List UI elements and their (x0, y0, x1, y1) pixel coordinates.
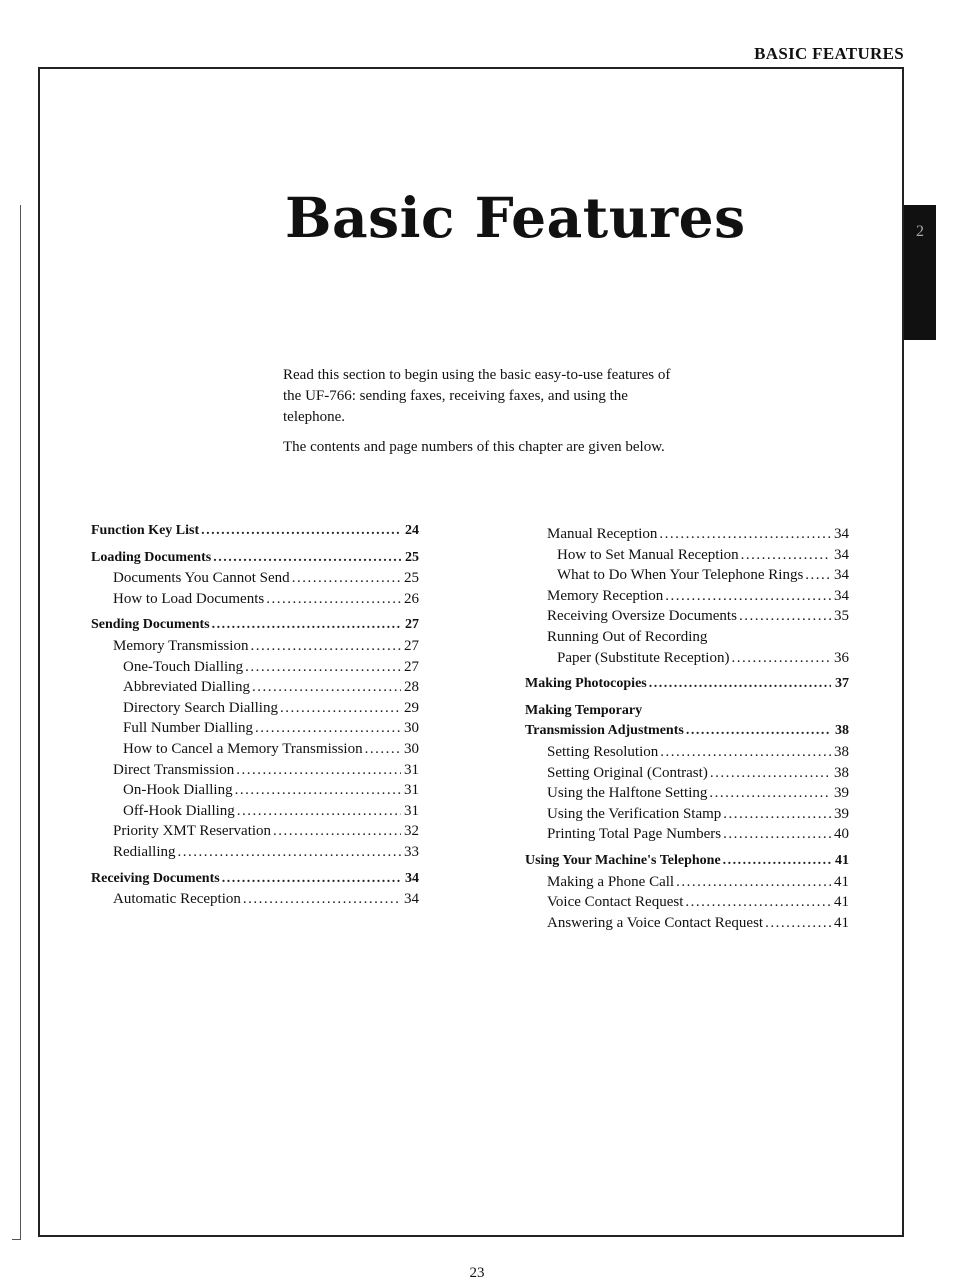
toc-leader-dots (731, 650, 831, 667)
toc-leader-dots (659, 526, 831, 543)
toc-leader-dots (273, 823, 401, 840)
toc-entry (525, 853, 849, 874)
toc-entry (525, 629, 849, 650)
toc-leader-dots (236, 762, 401, 779)
toc-entry-page: 26 (404, 590, 419, 607)
toc-entry-page: 25 (405, 549, 419, 565)
toc-entry (91, 523, 419, 544)
toc-leader-dots (292, 570, 401, 587)
toc-leader-dots (280, 700, 401, 717)
toc-entry-page: 40 (834, 826, 849, 843)
toc-entry-page: 34 (834, 567, 849, 584)
toc-leader-dots (805, 567, 831, 584)
toc-entry-page: 30 (404, 740, 419, 757)
toc-leader-dots (660, 744, 831, 761)
toc-entry (525, 915, 849, 936)
page-number: 23 (469, 1265, 485, 1281)
toc-entry-page: 25 (404, 570, 419, 587)
toc-entry-title: Documents You Cannot Send (113, 570, 290, 587)
toc-entry (91, 782, 419, 803)
toc-entry (525, 874, 849, 895)
toc-entry-page: 41 (835, 852, 849, 868)
toc-entry-title: Function Key List (91, 523, 200, 538)
toc-leader-dots (723, 853, 831, 869)
toc-leader-dots (243, 891, 401, 908)
running-header: BASIC FEATURES (754, 44, 904, 63)
toc-entry (91, 844, 419, 865)
toc-right-column (525, 526, 849, 935)
toc-entry-page: 34 (834, 546, 849, 563)
toc-entry (525, 806, 849, 827)
toc-entry-page: 31 (404, 782, 419, 799)
toc-entry (525, 703, 849, 724)
chapter-tab-number: 2 (916, 223, 924, 240)
toc-leader-dots (178, 844, 402, 861)
toc-entry-page: 30 (404, 720, 419, 737)
toc-entry (91, 638, 419, 659)
toc-leader-dots (245, 659, 401, 676)
toc-entry (91, 871, 419, 892)
toc-entry (525, 608, 849, 629)
toc-entry-title: Using the Verification Stamp (547, 805, 722, 822)
chapter-tab (904, 205, 936, 340)
toc-entry-page: 39 (834, 785, 849, 802)
toc-entry (525, 826, 849, 847)
toc-leader-dots (252, 679, 401, 696)
toc-entry-page: 38 (834, 764, 849, 781)
toc-leader-dots (222, 871, 401, 887)
toc-entry-title: Manual Reception (547, 526, 658, 542)
toc-entry-title: Abbreviated Dialling (123, 679, 251, 696)
toc-leader-dots (709, 785, 831, 802)
toc-entry-title: One-Touch Dialling (123, 658, 244, 675)
intro-paragraph-2: The contents and page numbers of this chapter are given below. (283, 439, 665, 455)
toc-entry-title: Receiving Oversize Documents (547, 608, 737, 625)
toc-entry-title: Making Photocopies (525, 676, 647, 692)
toc-leader-dots (266, 591, 401, 608)
toc-leader-dots (201, 523, 401, 539)
toc-entry-title: Printing Total Page Numbers (547, 826, 722, 843)
toc-entry-title: What to Do When Your Telephone Rings (557, 567, 804, 584)
toc-entry-title: Loading Documents (91, 549, 212, 565)
toc-leader-dots (255, 720, 401, 737)
toc-entry-title: Receiving Documents (91, 870, 220, 886)
toc-entry-title: Using Your Machine's Telephone (525, 852, 721, 868)
toc-entry-page: 34 (405, 870, 419, 886)
toc-left-column (91, 523, 419, 912)
toc-entry-title: Setting Resolution (547, 743, 659, 760)
toc-entry-title: Voice Contact Request (547, 894, 684, 911)
toc-leader-dots (723, 806, 831, 823)
toc-entry (525, 723, 849, 744)
toc-entry-page: 34 (834, 526, 849, 542)
toc-entry-page: 35 (834, 608, 849, 625)
toc-leader-dots (676, 874, 831, 891)
chapter-title: Basic Features (285, 185, 746, 250)
toc-entry (525, 765, 849, 786)
toc-entry-title: On-Hook Dialling (123, 782, 233, 799)
toc-entry-page: 24 (405, 523, 419, 538)
toc-leader-dots (686, 723, 831, 739)
toc-entry (525, 744, 849, 765)
toc-entry-title: Directory Search Dialling (123, 699, 278, 716)
frame-border-left (38, 67, 40, 1237)
toc-entry (525, 676, 849, 697)
toc-entry-page: 31 (404, 761, 419, 778)
toc-entry-title: Full Number Dialling (123, 720, 253, 737)
toc-entry-page: 39 (834, 805, 849, 822)
toc-entry-page: 29 (404, 699, 419, 716)
toc-entry (91, 591, 419, 612)
toc-entry (525, 894, 849, 915)
toc-entry-title: Answering a Voice Contact Request (547, 914, 764, 931)
toc-entry (91, 741, 419, 762)
toc-entry-page: 28 (404, 679, 419, 696)
toc-leader-dots (765, 915, 831, 932)
toc-entry-title: Sending Documents (91, 617, 210, 633)
toc-entry-title: Redialling (113, 843, 176, 860)
toc-entry (525, 588, 849, 609)
toc-entry-page: 27 (405, 617, 419, 633)
toc-entry-title: Off-Hook Dialling (123, 802, 235, 819)
intro-paragraph-1: Read this section to begin using the basic easy-to-use features of the UF-766: sending faxes, receiving faxes, and using the telephone. (283, 367, 671, 425)
toc-entry (91, 891, 419, 912)
outer-margin-tick (12, 1239, 21, 1240)
toc-leader-dots (365, 741, 401, 758)
toc-entry-title: Running Out of Recording (547, 628, 708, 645)
toc-entry (525, 547, 849, 568)
toc-entry (91, 617, 419, 638)
toc-entry-page: 41 (834, 873, 849, 890)
toc-leader-dots (213, 550, 401, 566)
toc-leader-dots (685, 894, 831, 911)
toc-entry-title: How to Load Documents (113, 590, 265, 607)
toc-entry (91, 700, 419, 721)
toc-entry (91, 720, 419, 741)
toc-entry-title: Transmission Adjustments (525, 723, 684, 739)
toc-entry (525, 650, 849, 671)
toc-entry-title: Paper (Substitute Reception) (557, 649, 730, 666)
toc-entry-title: Making Temporary (525, 702, 643, 718)
toc-entry (91, 823, 419, 844)
toc-entry-title: Setting Original (Contrast) (547, 764, 708, 781)
toc-entry (91, 570, 419, 591)
toc-entry-title: Using the Halftone Setting (547, 785, 708, 802)
toc-entry (91, 762, 419, 783)
frame-border-bottom (38, 1235, 904, 1237)
toc-leader-dots (739, 608, 831, 625)
toc-leader-dots (235, 782, 401, 799)
toc-entry-page: 41 (834, 894, 849, 911)
toc-entry (525, 785, 849, 806)
toc-entry (91, 550, 419, 571)
toc-entry-page: 36 (834, 649, 849, 666)
frame-border-top (38, 67, 904, 69)
toc-entry-page: 34 (834, 587, 849, 604)
toc-entry-page: 31 (404, 802, 419, 819)
toc-entry (525, 567, 849, 588)
toc-leader-dots (250, 638, 401, 655)
toc-entry-title: Making a Phone Call (547, 873, 675, 890)
toc-entry-page: 27 (404, 637, 419, 654)
toc-entry-page: 33 (404, 843, 419, 860)
toc-entry-page: 34 (404, 891, 419, 908)
toc-entry (91, 803, 419, 824)
intro-text (283, 365, 683, 467)
toc-entry-page: 32 (404, 823, 419, 840)
toc-entry-title: How to Set Manual Reception (557, 546, 739, 563)
toc-entry-page: 27 (404, 658, 419, 675)
toc-leader-dots (710, 765, 831, 782)
toc-entry-title: Memory Reception (547, 587, 664, 604)
toc-entry-title: How to Cancel a Memory Transmission (123, 740, 363, 757)
toc-entry-title: Priority XMT Reservation (113, 823, 272, 840)
toc-leader-dots (665, 588, 831, 605)
toc-leader-dots (723, 826, 831, 843)
toc-entry-page: 38 (834, 743, 849, 760)
toc-entry (525, 526, 849, 547)
toc-leader-dots (649, 676, 831, 692)
toc-leader-dots (237, 803, 401, 820)
toc-entry-title: Automatic Reception (113, 891, 241, 908)
outer-margin-line (20, 205, 21, 1240)
toc-leader-dots (741, 547, 831, 564)
toc-entry-title: Memory Transmission (113, 637, 249, 654)
toc-entry-page: 38 (835, 723, 849, 739)
toc-entry-page: 37 (835, 676, 849, 692)
toc-entry-page: 41 (834, 914, 849, 931)
toc-entry (91, 659, 419, 680)
toc-entry-title: Direct Transmission (113, 761, 235, 778)
toc-leader-dots (212, 617, 401, 633)
toc-entry (91, 679, 419, 700)
